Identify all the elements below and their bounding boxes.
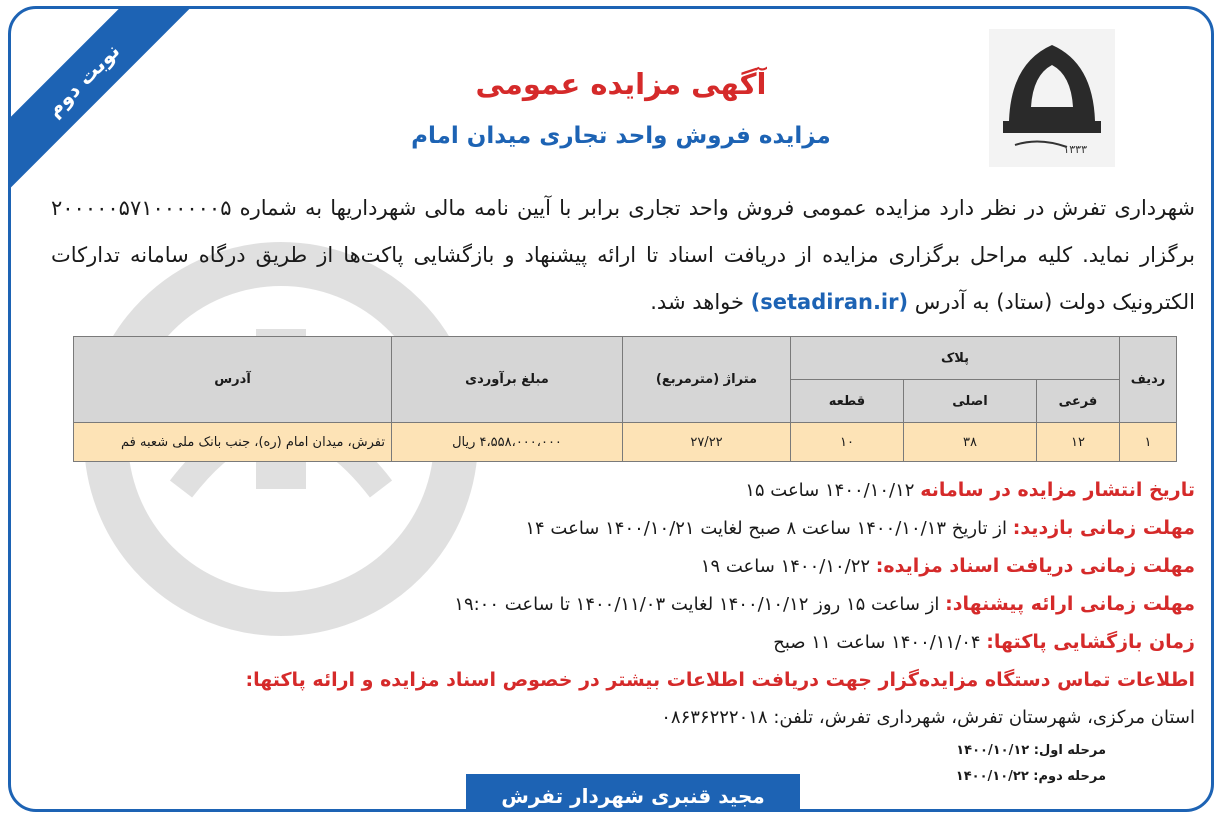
table-row (74, 423, 1177, 462)
col-row-no: ردیف (1120, 337, 1177, 423)
phase-first-date: مرحله اول: ۱۴۰۰/۱۰/۱۲ (956, 743, 1106, 758)
logo-year: ۱۳۳۳ (1063, 143, 1087, 156)
col-address: آدرس (74, 337, 392, 423)
schedule-label: تاریخ انتشار مزایده در سامانه (920, 479, 1195, 501)
schedule-label: زمان بازگشایی پاکتها: (986, 631, 1195, 653)
municipality-logo (989, 29, 1115, 167)
intro-paragraph (51, 185, 1195, 326)
ad-subtitle: مزایده فروش واحد تجاری میدان امام (411, 123, 831, 149)
schedule-line (51, 631, 1195, 653)
ad-frame (8, 6, 1214, 812)
schedule-line (51, 517, 1195, 539)
cell-estimate: ۴،۵۵۸،۰۰۰،۰۰۰ ریال (392, 423, 623, 462)
phase-second-date: مرحله دوم: ۱۴۰۰/۱۰/۲۲ (955, 769, 1106, 784)
col-plaque: پلاک (791, 337, 1120, 380)
schedule-label: مهلت زمانی ارائه پیشنهاد: (945, 593, 1195, 615)
municipality-emblem-icon (989, 29, 1115, 167)
schedule-value: ۱۴۰۰/۱۱/۰۴ ساعت ۱۱ صبح (773, 632, 981, 653)
mayor-signature: مجید قنبری شهردار تفرش (466, 774, 800, 812)
cell-area: ۲۷/۲۲ (623, 423, 791, 462)
cell-main: ۳۸ (904, 423, 1037, 462)
schedule-line (51, 479, 1195, 501)
schedule-value: ۱۴۰۰/۱۰/۲۲ ساعت ۱۹ (700, 556, 871, 577)
contact-address: استان مرکزی، شهرستان تفرش، شهرداری تفرش، تلفن: ۰۸۶۳۶۲۲۲۰۱۸ (661, 707, 1195, 728)
schedule-label: مهلت زمانی دریافت اسناد مزایده: (875, 555, 1195, 577)
cell-row-no: ۱ (1120, 423, 1177, 462)
col-plaque-sub: فرعی (1037, 380, 1120, 423)
contact-heading: اطلاعات تماس دستگاه مزایده‌گزار جهت دریافت اطلاعات بیشتر در خصوص اسناد مزایده و ارائه پاکتها: (245, 669, 1195, 691)
col-plaque-main: اصلی (904, 380, 1037, 423)
col-plaque-part: قطعه (791, 380, 904, 423)
second-publication-badge: نوبت دوم (8, 6, 193, 190)
col-area: متراژ (مترمربع) (623, 337, 791, 423)
cell-address: تفرش، میدان امام (ره)، جنب بانک ملی شعبه فم (74, 423, 392, 462)
cell-part: ۱۰ (791, 423, 904, 462)
schedule-line (51, 593, 1195, 615)
cell-sub: ۱۲ (1037, 423, 1120, 462)
schedule-value: ۱۴۰۰/۱۰/۱۲ ساعت ۱۵ (745, 480, 915, 501)
ad-title: آگهی مزایده عمومی (475, 67, 767, 101)
col-estimate: مبلغ برآوردی (392, 337, 623, 423)
intro-text-end: خواهد شد. (650, 290, 744, 314)
schedule-value: از ساعت ۱۵ روز ۱۴۰۰/۱۰/۱۲ لغایت ۱۴۰۰/۱۱/۰۳ تا ساعت ۱۹:۰۰ (454, 594, 940, 615)
auction-items-table (73, 336, 1177, 462)
schedule-label: مهلت زمانی بازدید: (1012, 517, 1195, 539)
schedule-line (51, 555, 1195, 577)
intro-text: شهرداری تفرش در نظر دارد مزایده عمومی فروش واحد تجاری برابر با آیین نامه مالی شهرداریها به شماره ۲۰۰۰۰۰۵۷۱۰۰۰۰۰۰۵ برگزار نماید. کلیه مراحل برگزاری مزایده از دریافت اسناد تا ارائه پیشنهاد و بازگشایی پاکت‌ها از طریق درگاه سامانه تدارکات الکترونیک دولت (ستاد) به آدرس (51, 196, 1195, 314)
schedule-value: از تاریخ ۱۴۰۰/۱۰/۱۳ ساعت ۸ صبح لغایت ۱۴۰۰/۱۰/۲۱ ساعت ۱۴ (525, 518, 1007, 539)
setad-site-link[interactable]: (setadiran.ir) (750, 290, 909, 314)
